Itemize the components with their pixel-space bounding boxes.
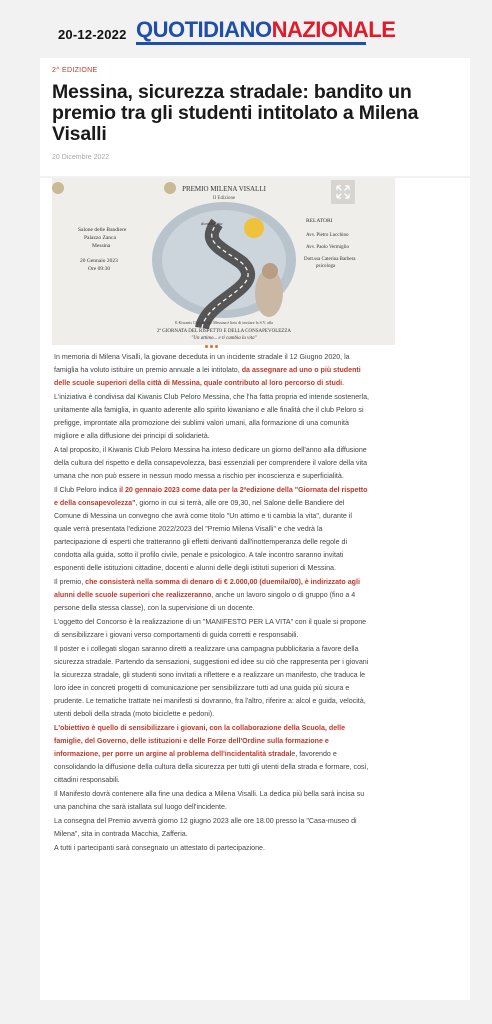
header-date: 20-12-2022 — [58, 27, 127, 42]
poster-footer-quote: "Un attimo... e ti cambia la vita" — [191, 336, 257, 341]
poster-speaker: Dott.ssa Caterina Barbera — [304, 257, 356, 262]
poster-subtitle: II Edizione — [212, 196, 236, 201]
poster-speaker: Avv. Paolo Vermiglio — [306, 245, 349, 250]
article-paragraph — [54, 842, 369, 855]
poster-speakers-label: RELATORI — [306, 218, 333, 224]
paragraph-text: Il premio, — [54, 578, 86, 586]
kiwanis-logo-icon — [52, 182, 64, 194]
poster-venue-line: Messina — [92, 243, 111, 249]
highlighted-text: che consisterà nella somma di denaro di € 2.000,00 (duemila/00), è indirizzato agli alunni delle scuole superiori che realizzeranno — [54, 578, 360, 599]
poster-speaker: psicologa — [316, 264, 336, 269]
article-paragraph — [54, 643, 369, 721]
carousel-dot[interactable] — [215, 345, 218, 348]
paragraph-text: Il Club Peloro indica — [54, 486, 120, 494]
poster-speaker: Avv. Pietro Lucchino — [306, 233, 349, 238]
article-title: Messina, sicurezza stradale: bandito un premio tra gli studenti intitolato a Milena Visalli — [52, 81, 419, 145]
paragraph-text: , anche un lavoro singolo o di gruppo (fino a 4 persone della stessa classe), con la supervisione di un docente. — [54, 591, 356, 612]
site-logo[interactable] — [136, 17, 396, 46]
expand-button[interactable] — [331, 180, 355, 204]
article-paragraph — [54, 788, 369, 814]
poster-venue-line: Palazzo Zanca — [84, 235, 116, 241]
paragraph-text: A tal proposito, il Kiwanis Club Peloro Messina ha inteso dedicare un giorno dell'anno alla diffusione della cultura del rispetto e della consapevolezza, basi essenziali per comprendere il valore della vita umana che non può essere in nessun modo messa a rischio per incoscienza e superficialità. — [54, 446, 368, 480]
paragraph-text: Il poster e i collegati slogan saranno diretti a realizzare una campagna pubblicitaria a favore della sicurezza stradale. Partendo da sensazioni, suggestioni ed idee su ciò che rappresenta per i giovani la sicurezza stradale, gli studenti sono invitati a riflettere e a realizzare un manifesto, che traduca le loro idee in concreti progetti di comunicazione per sensibilizzare tutti ad una guida più sicura e prudente. Le tematiche trattate nei manifesti si dovranno, fra l'altro, riferire a: alcol e guida, velocità, utenti deboli della strada (moto biciclette e pedoni). — [54, 645, 369, 718]
paragraph-text: A tutti i partecipanti sarà consegnato un attestato di partecipazione. — [54, 844, 265, 852]
poster-title: PREMIO MILENA VISALLI — [182, 185, 266, 193]
poster-footer-small: Il Kiwanis Club Peloro Messina è lieto di invitare la S.V. alla — [175, 320, 273, 325]
expand-icon — [331, 180, 355, 204]
carousel-dot[interactable] — [205, 345, 208, 348]
poster-poem-title: dona la vita — [201, 221, 223, 226]
article-text — [54, 351, 369, 856]
article-paragraph — [54, 576, 369, 615]
logo-part-quotidiano: QUOTIDIANO — [136, 17, 272, 42]
highlighted-text: da assegnare ad uno o più studenti delle scuole superiori della città di Messina, quale contributo al loro percorso di studi — [54, 366, 361, 387]
article-paragraph — [54, 722, 369, 787]
article-header-card — [40, 58, 470, 176]
sun-icon — [244, 218, 264, 238]
paragraph-text: , giorno in cui si terrà, alle ore 09,30, nel Salone delle Bandiere del Comune di Messina un convegno che avrà come titolo "Un attimo e ti cambia la vita", durante il quale verrà presentata l'edizione 2022/2023 del "Premio Milena Visalli" e che vedrà la partecipazione di esperti che tratteranno gli effetti derivanti dall'inottemperanza delle regole di condotta alla guida, sotto il profilo civile, penale e psicologico. A tale incontro saranno invitati esponenti delle istituzioni cittadine, docenti e alunni delle degli istituti superiori di Messina. — [54, 499, 352, 572]
poster-when-line: Ore 09:30 — [88, 266, 111, 272]
poster-when-line: 20 Gennaio 2023 — [80, 258, 118, 264]
highlighted-text: L'obiettivo è quello di sensibilizzare i giovani, con la collaborazione della Scuola, delle famiglie, del Governo, delle istituzioni e delle Forze dell'Ordine sulla formazione e informazione, per porre un argine al problema dell'incidentalità stradal — [54, 724, 346, 758]
logo-part-nazionale: NAZIONALE — [271, 17, 396, 42]
paragraph-text: L'iniziativa è condivisa dal Kiwanis Club Peloro Messina, che l'ha fatta propria ed intende sostenerla, unitamente alla famiglia, in quanto aderente allo spirito kiwaniano e alle finalità che il club Peloro si prefigge, improntate alla promozione dei sublimi valori umani, alla formazione di una comunità migliore e alla diffusione dei principi di solidarietà. — [54, 393, 370, 440]
carousel-dots — [205, 345, 218, 348]
club-logo-icon — [164, 182, 176, 194]
article-body-card — [40, 178, 470, 1000]
logo-underline — [136, 42, 366, 45]
carousel-dot[interactable] — [210, 345, 213, 348]
paragraph-text: Il Manifesto dovrà contenere alla fine una dedica a Milena Visalli. La dedica più bella sarà incisa su una panchina che sarà istallata sul luogo dell'incidente. — [54, 790, 365, 811]
paragraph-text: . — [342, 379, 345, 387]
poster-footer-line: 2ª GIORNATA DEL RISPETTO E DELLA CONSAPEVOLEZZA — [156, 329, 292, 334]
top-bar — [0, 0, 492, 56]
article-date: 20 Dicembre 2022 — [52, 154, 110, 161]
article-paragraph — [54, 815, 369, 841]
poster-venue-line: Salone delle Bandiere — [78, 227, 127, 233]
paragraph-text: e, favorendo e consolidando la diffusione della cultura della sicurezza per tutti gli utenti della strada e formare, così, cittadini responsabili. — [54, 750, 369, 784]
article-paragraph — [54, 616, 369, 642]
paragraph-text: L'oggetto del Concorso è la realizzazione di un "MANIFESTO PER LA VITA" con il quale si propone di sensibilizzare i giovani verso comportamenti di guida corretti e responsabili. — [54, 618, 367, 639]
paragraph-text: La consegna del Premio avverrà giorno 12 giugno 2023 alle ore 18.00 presso la "Casa-museo di Milena", sita in contrada Macchia, Zafferia. — [54, 817, 357, 838]
paragraph-text: In memoria di Milena Visalli, la giovane deceduta in un incidente stradale il 12 Giugno 2020, la famiglia ha voluto istituire un premio annuale a lei intitolato, — [54, 353, 350, 374]
article-paragraph — [54, 391, 369, 443]
article-paragraph — [54, 484, 369, 575]
highlighted-text: il 20 gennaio 2023 come data per la 2ªedizione della "Giornata del rispetto e della consapevolezza" — [54, 486, 368, 507]
article-paragraph — [54, 444, 369, 483]
article-edition-tag: 2^ EDIZIONE — [52, 67, 98, 74]
article-paragraph — [54, 351, 369, 390]
